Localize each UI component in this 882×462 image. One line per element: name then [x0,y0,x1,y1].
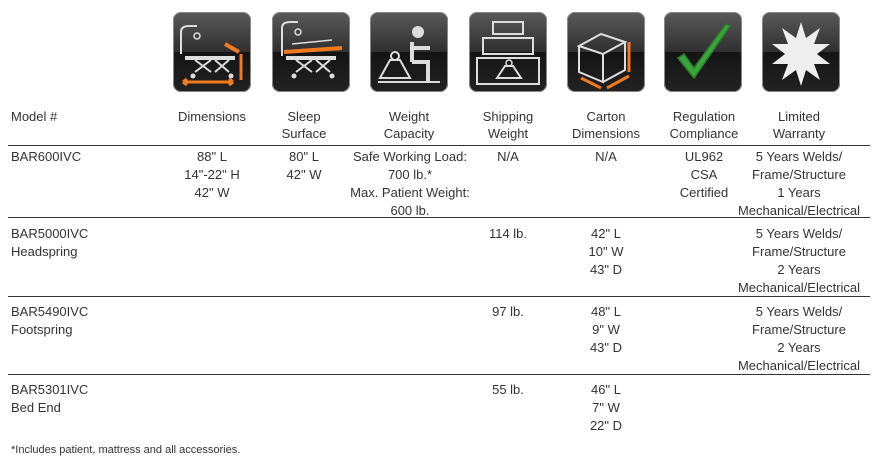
table-cell-shipping-weight: N/A [497,149,519,164]
table-cell-warranty: 5 Years Welds/ Frame/Structure 2 Years Mechanical/Electrical [737,304,861,373]
weight-capacity-icon [370,12,448,92]
table-cell-carton-dimensions: N/A [595,149,617,164]
table-cell-carton-dimensions: 46" L 7" W 22" D [589,382,623,433]
table-cell-warranty: 5 Years Welds/ Frame/Structure 2 Years Mechanical/Electrical [737,226,861,295]
table-row-model: BAR5301IVC Bed End [11,382,89,415]
bed-dimensions-icon [173,12,251,92]
col-header-shipping-weight: Shipping Weight [482,109,534,141]
table-cell-regulation: UL962 CSA Certified [679,149,729,200]
table-cell-carton-dimensions: 42" L 10" W 43" D [588,226,624,277]
table-cell-weight-capacity: Safe Working Load: 700 lb.* Max. Patient Weight: 600 lb. [350,149,470,218]
table-row-model: BAR5490IVC Footspring [11,304,89,337]
table-row-model: BAR5000IVC Headspring [11,226,89,259]
sleep-surface-icon [272,12,350,92]
table-cell-sleep-surface: 80" L 42" W [286,149,322,182]
col-header-dimensions: Dimensions [178,109,246,124]
table-cell-warranty: 5 Years Welds/ Frame/Structure 1 Years Mechanical/Electrical [737,149,861,218]
table-cell-shipping-weight: 97 lb. [492,304,524,319]
limited-warranty-icon [762,12,840,92]
col-header-limited-warranty: Limited Warranty [772,109,826,141]
table-cell-carton-dimensions: 48" L 9" W 43" D [589,304,623,355]
header-divider [8,145,870,146]
table-cell-shipping-weight: 114 lb. [488,226,528,241]
footnote: *Includes patient, mattress and all accessories. [11,444,241,456]
col-header-sleep-surface: Sleep Surface [281,109,327,141]
col-header-model: Model # [11,109,58,124]
col-header-carton-dimensions: Carton Dimensions [572,109,640,141]
col-header-regulation-compliance: Regulation Compliance [669,109,739,141]
table-cell-dimensions: 88" L 14"-22" H 42" W [184,149,240,200]
shipping-weight-icon [469,12,547,92]
carton-dimensions-icon [567,12,645,92]
table-row-model: BAR600IVC [11,149,82,164]
regulation-compliance-icon [664,12,742,92]
col-header-weight-capacity: Weight Capacity [383,109,435,141]
table-cell-shipping-weight: 55 lb. [492,382,524,397]
